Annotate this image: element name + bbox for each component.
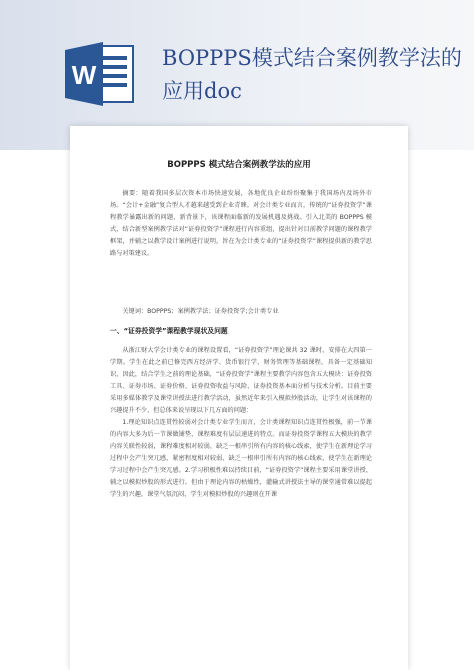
- word-letter: W: [71, 60, 97, 90]
- keywords-line: 关键词：BOPPPS；案例教学法；证券投资学;会计类专业: [122, 308, 279, 315]
- body-paragraph: 从浙江财大学会计类专业的课程设置看，“证券投资学”理论课共 32 课时，安排在大四第一学期。学生在此之前已修完西方经济学、货币银行学、财务管理等基础课程，具备一定基础知识，因此，结合学生之前的理论基础，“证券投资学”课程主要教学内容包含五大模块：证券投资工具、证券市场、证券价格、证券投资收益与风险、证券投资基本面分析与技术分析。目前主要采用多媒体教学及课堂讲授法进行教学活动，虽然近年来引入模拟炒股活动，让学生对该课程的兴趣提升不少，但总体来说呈现以下几方面的问题：: [110, 347, 372, 414]
- abstract-paragraph: 摘要：随着我国多层次资本市场快速发展，各地优良企业纷纷聚集于我国场内及场外市场。“会计+金融”复合型人才越来越受到企业青睐。对会计类专业而言，传统的“证券投资学”课程教学暴露出新的问题，新背景下，该课程面临新的发展机遇及挑战。引入北美的 BOPPPS 模式，结合新型案例教学法对“证券投资学”课程进行内容重组，提出针对目前教学问题的课程教学框架，并辅之以教学设计案例进行说明，旨在为会计类专业的“证券投资学”课程提供新的教学思路与对策建议。: [110, 190, 372, 257]
- banner-title: BOPPPS模式结合案例教学法的应用doc: [162, 46, 462, 103]
- document-title: BOPPPS 模式结合案例教学法的应用: [167, 160, 311, 170]
- document-page: [70, 126, 408, 670]
- body-text: [110, 345, 372, 665]
- body-paragraph: 1.理论知识点连贯性较弱对会计类专业学生而言，会计类课程知识点连贯性极强，前一节课的内容大多为后一节课做铺垫，课程难度有层层递进的特点。而证券投资学课程五大模块的教学内容关联性较弱，课程难度相对较弱，缺乏一根串引所有内容的核心线索，使学生在新理论学习过程中会产生突兀感，紧密程度相对较弱，缺乏一根串引所有内容的核心线索，使学生在新理论学习过程中会产生突兀感。2.学习积极性难以持续目前，“证券投资学”课程主要采用课堂讲授、辅之以模拟炒股的形式进行。但由于理论内容的枯燥性，灌输式讲授法主导的课堂通常难以提起学生的兴趣，课堂气氛沉闷，学生对模拟炒股的兴趣则在开课: [110, 419, 372, 498]
- section-heading: 一、“证券投资学”课程教学现状及问题: [110, 327, 228, 335]
- word-doc-icon: [63, 40, 141, 108]
